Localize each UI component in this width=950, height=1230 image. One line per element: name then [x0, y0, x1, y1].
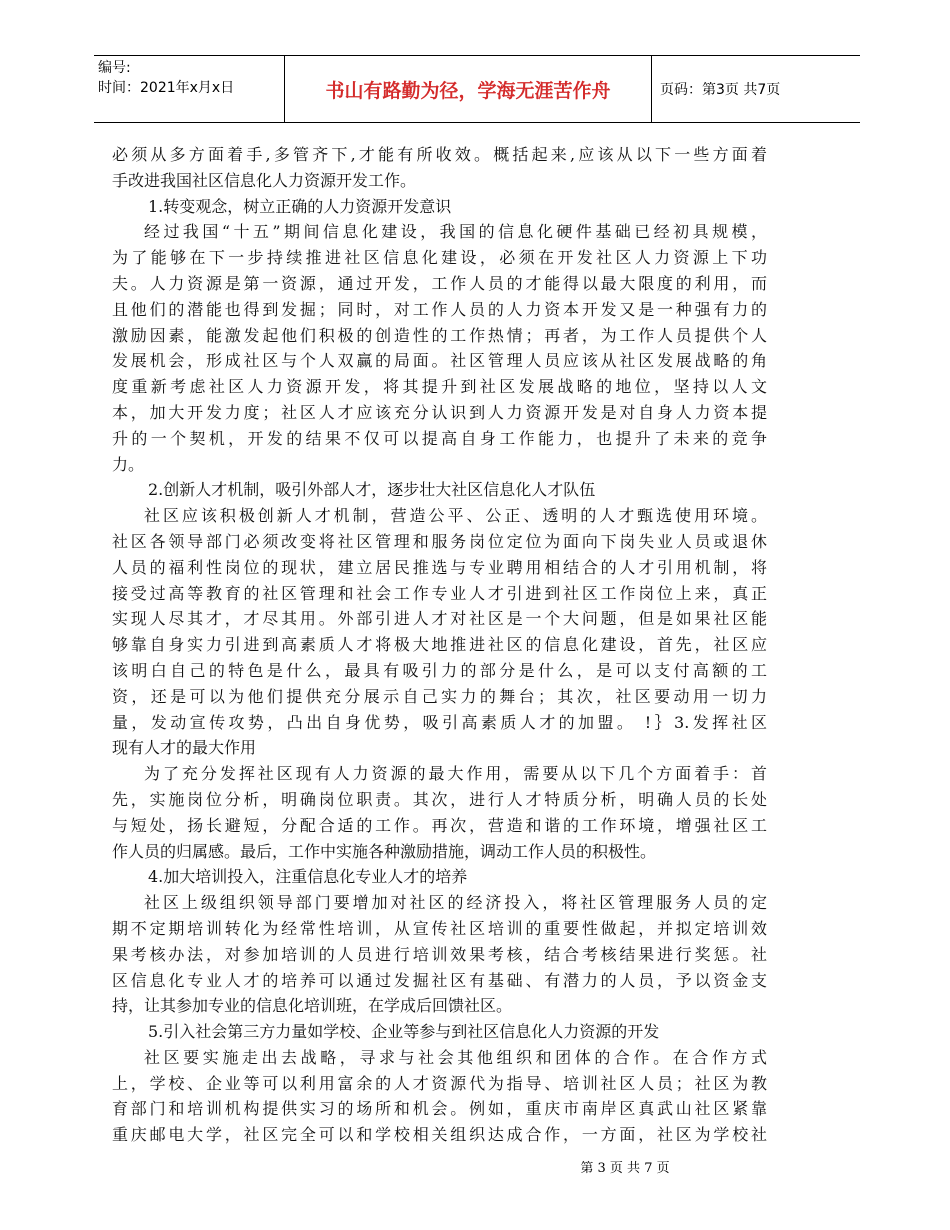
text-line: 期不定期培训转化为经常性培训，从宣传社区培训的重要性做起，并拟定培训效	[112, 918, 767, 938]
section-heading: 5.引入社会第三方力量如学校、企业等参与到社区信息化人力资源的开发	[148, 1022, 660, 1042]
document-date: 时间：2021年x月x日	[98, 80, 235, 96]
page-footer: 第 3 页 共 7 页	[580, 1161, 670, 1176]
header-meta	[98, 58, 286, 98]
text-line: 够靠自身实力引进到高素质人才将极大地推进社区的信息化建设，首先，社区应	[112, 635, 767, 655]
text-line: 且他们的潜能也得到发掘；同时，对工作人员的人力资本开发又是一种强有力的	[112, 299, 767, 319]
text-line: 激励因素，能激发起他们积极的创造性的工作热情；再者，为工作人员提供个人	[112, 325, 767, 345]
text-line: 为了能够在下一步持续推进社区信息化建设，必须在开发社区人力资源上下功	[112, 248, 767, 268]
text-line: 实现人尽其才，才尽其用。外部引进人才对社区是一个大问题，但是如果社区能	[112, 609, 767, 629]
text-line: 先，实施岗位分析，明确岗位职责。其次，进行人才特质分析，明确人员的长处	[112, 789, 767, 809]
text-line: 升的一个契机，开发的结果不仅可以提高自身工作能力，也提升了未来的竞争	[112, 428, 767, 448]
text-line: 度重新考虑社区人力资源开发，将其提升到社区发展战略的地位，坚持以人文	[112, 377, 767, 397]
header-motto: 书山有路勤为径，学海无涯苦作舟	[284, 56, 652, 122]
document-body	[112, 142, 767, 1148]
document-number-label: 编号:	[98, 60, 131, 76]
page-header	[94, 55, 860, 123]
text-line: 果考核办法，对参加培训的人员进行培训效果考核，结合考核结果进行奖惩。社	[112, 944, 767, 964]
header-page-info: 页码：第3页 共7页	[660, 82, 781, 98]
text-line: 人员的福利性岗位的现状，建立居民推选与专业聘用相结合的人才引用机制，将	[112, 557, 767, 577]
text-line: 作人员的归属感。最后，工作中实施各种激励措施，调动工作人员的积极性。	[112, 841, 657, 861]
section-heading: 1.转变观念，树立正确的人力资源开发意识	[148, 196, 452, 216]
section-heading: 4.加大培训投入，注重信息化专业人才的培养	[148, 867, 468, 887]
section-heading: 2.创新人才机制，吸引外部人才，逐步壮大社区信息化人才队伍	[148, 480, 596, 500]
text-line: 力。	[112, 454, 145, 474]
text-line: 社区上级组织领导部门要增加对社区的经济投入，将社区管理服务人员的定	[144, 893, 767, 913]
text-line: 持，让其参加专业的信息化培训班，在学成后回馈社区。	[112, 996, 513, 1016]
text-line: 该明白自己的特色是什么，最具有吸引力的部分是什么，是可以支付高额的工	[112, 660, 767, 680]
text-line: 社区应该积极创新人才机制，营造公平、公正、透明的人才甄选使用环境。	[144, 506, 767, 526]
text-line: 社区各领导部门必须改变将社区管理和服务岗位定位为面向下岗失业人员或退休	[112, 531, 767, 551]
text-line: 夫。人力资源是第一资源，通过开发，工作人员的才能得以最大限度的利用，而	[112, 273, 767, 293]
text-line: 与短处，扬长避短，分配合适的工作。再次，营造和谐的工作环境，增强社区工	[112, 815, 767, 835]
text-line: 育部门和培训机构提供实习的场所和机会。例如，重庆市南岸区真武山社区紧靠	[112, 1099, 767, 1119]
text-line: 资，还是可以为他们提供充分展示自己实力的舞台；其次，社区要动用一切力	[112, 686, 767, 706]
text-line: 上，学校、企业等可以利用富余的人才资源代为指导、培训社区人员；社区为教	[112, 1073, 767, 1093]
text-line: 经过我国“十五”期间信息化建设，我国的信息化硬件基础已经初具规模，	[144, 222, 767, 242]
text-line: 手改进我国社区信息化人力资源开发工作。	[112, 170, 417, 190]
text-line: 发展机会，形成社区与个人双赢的局面。社区管理人员应该从社区发展战略的角	[112, 351, 767, 371]
text-line: 社区要实施走出去战略，寻求与社会其他组织和团体的合作。在合作方式	[144, 1047, 767, 1067]
text-line: 为了充分发挥社区现有人力资源的最大作用，需要从以下几个方面着手：首	[144, 764, 767, 784]
text-line: 必须从多方面着手,多管齐下,才能有所收效。概括起来,应该从以下一些方面着	[112, 145, 767, 164]
text-line: 接受过高等教育的社区管理和社会工作专业人才引进到社区工作岗位上来，真正	[112, 583, 767, 603]
section-heading: 现有人才的最大作用	[112, 738, 257, 758]
text-line: 区信息化专业人才的培养可以通过发掘社区有基础、有潜力的人员，予以资金支	[112, 970, 767, 990]
text-line: 重庆邮电大学，社区完全可以和学校相关组织达成合作，一方面，社区为学校社	[112, 1125, 767, 1145]
text-line: 量，发动宣传攻势，凸出自身优势，吸引高素质人才的加盟。 !｝3.发挥社区	[112, 712, 767, 732]
text-line: 本，加大开发力度；社区人才应该充分认识到人力资源开发是对自身人力资本提	[112, 402, 767, 422]
